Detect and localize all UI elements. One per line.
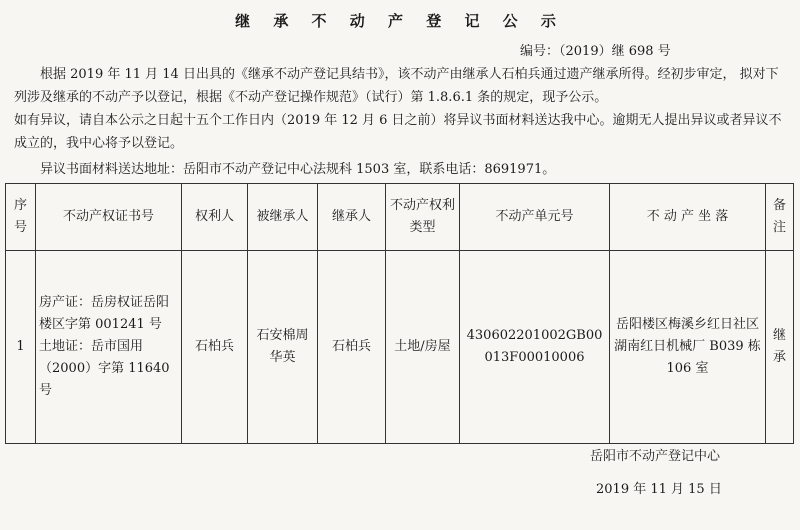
header-remark: 备注 (766, 184, 794, 251)
notice-paragraph-1: 根据 2019 年 11 月 14 日出具的《继承不动产登记具结书》，该不动产由继承人石柏兵通过遗产继承所得。经初步审定， 拟对下列涉及继承的不动产予以登记，根据《不动产登记操作规范》（试行）第 1.8.6.1 条的规定，现予公示。 (14, 67, 779, 105)
cell-seq: 1 (6, 251, 36, 444)
header-decedent: 被继承人 (248, 184, 318, 251)
header-cert: 不动产权证书号 (36, 184, 182, 251)
cell-cert (36, 251, 182, 444)
cell-location: 岳阳楼区梅溪乡红日社区湖南红日机械厂 B039 栋 106 室 (610, 251, 766, 444)
cell-right-type: 土地/房屋 (386, 251, 460, 444)
notice-paragraph-2: 如有异议，请自本公示之日起十五个工作日内（2019 年 12 月 6 日之前）将异议书面材料送达我中心。逾期无人提出异议或者异议不成立的，我中心将予以登记。 (14, 113, 782, 151)
document-number: 编号：（2019）继 698 号 (520, 44, 671, 59)
cell-heir: 石柏兵 (318, 251, 386, 444)
cell-unit-no: 430602201002GB00013F00010006 (460, 251, 610, 444)
document-title: 继 承 不 动 产 登 记 公 示 (235, 12, 565, 30)
cell-owner: 石柏兵 (182, 251, 248, 444)
header-seq: 序号 (6, 184, 36, 251)
notice-body (14, 63, 784, 155)
header-owner: 权利人 (182, 184, 248, 251)
cell-decedent: 石安棉周华英 (248, 251, 318, 444)
header-heir: 继承人 (318, 184, 386, 251)
header-right-type: 不动产权利类型 (386, 184, 460, 251)
cert-house: 房产证：岳房权证岳阳楼区字第 001241 号 (39, 295, 170, 332)
objection-address: 异议书面材料送达地址：岳阳市不动产登记中心法规科 1503 室，联系电话：8691971。 (40, 162, 556, 177)
header-unit-no: 不动产单元号 (460, 184, 610, 251)
cell-remark: 继承 (766, 251, 794, 444)
property-table (5, 183, 794, 444)
header-location: 不 动 产 坐 落 (610, 184, 766, 251)
issuing-organization: 岳阳市不动产登记中心 (590, 449, 721, 464)
issue-date: 2019 年 11 月 15 日 (596, 482, 722, 497)
table-row (6, 251, 794, 444)
table-header-row (6, 184, 794, 251)
cert-land: 土地证：岳市国用（2000）字第 11640 号 (39, 339, 170, 398)
